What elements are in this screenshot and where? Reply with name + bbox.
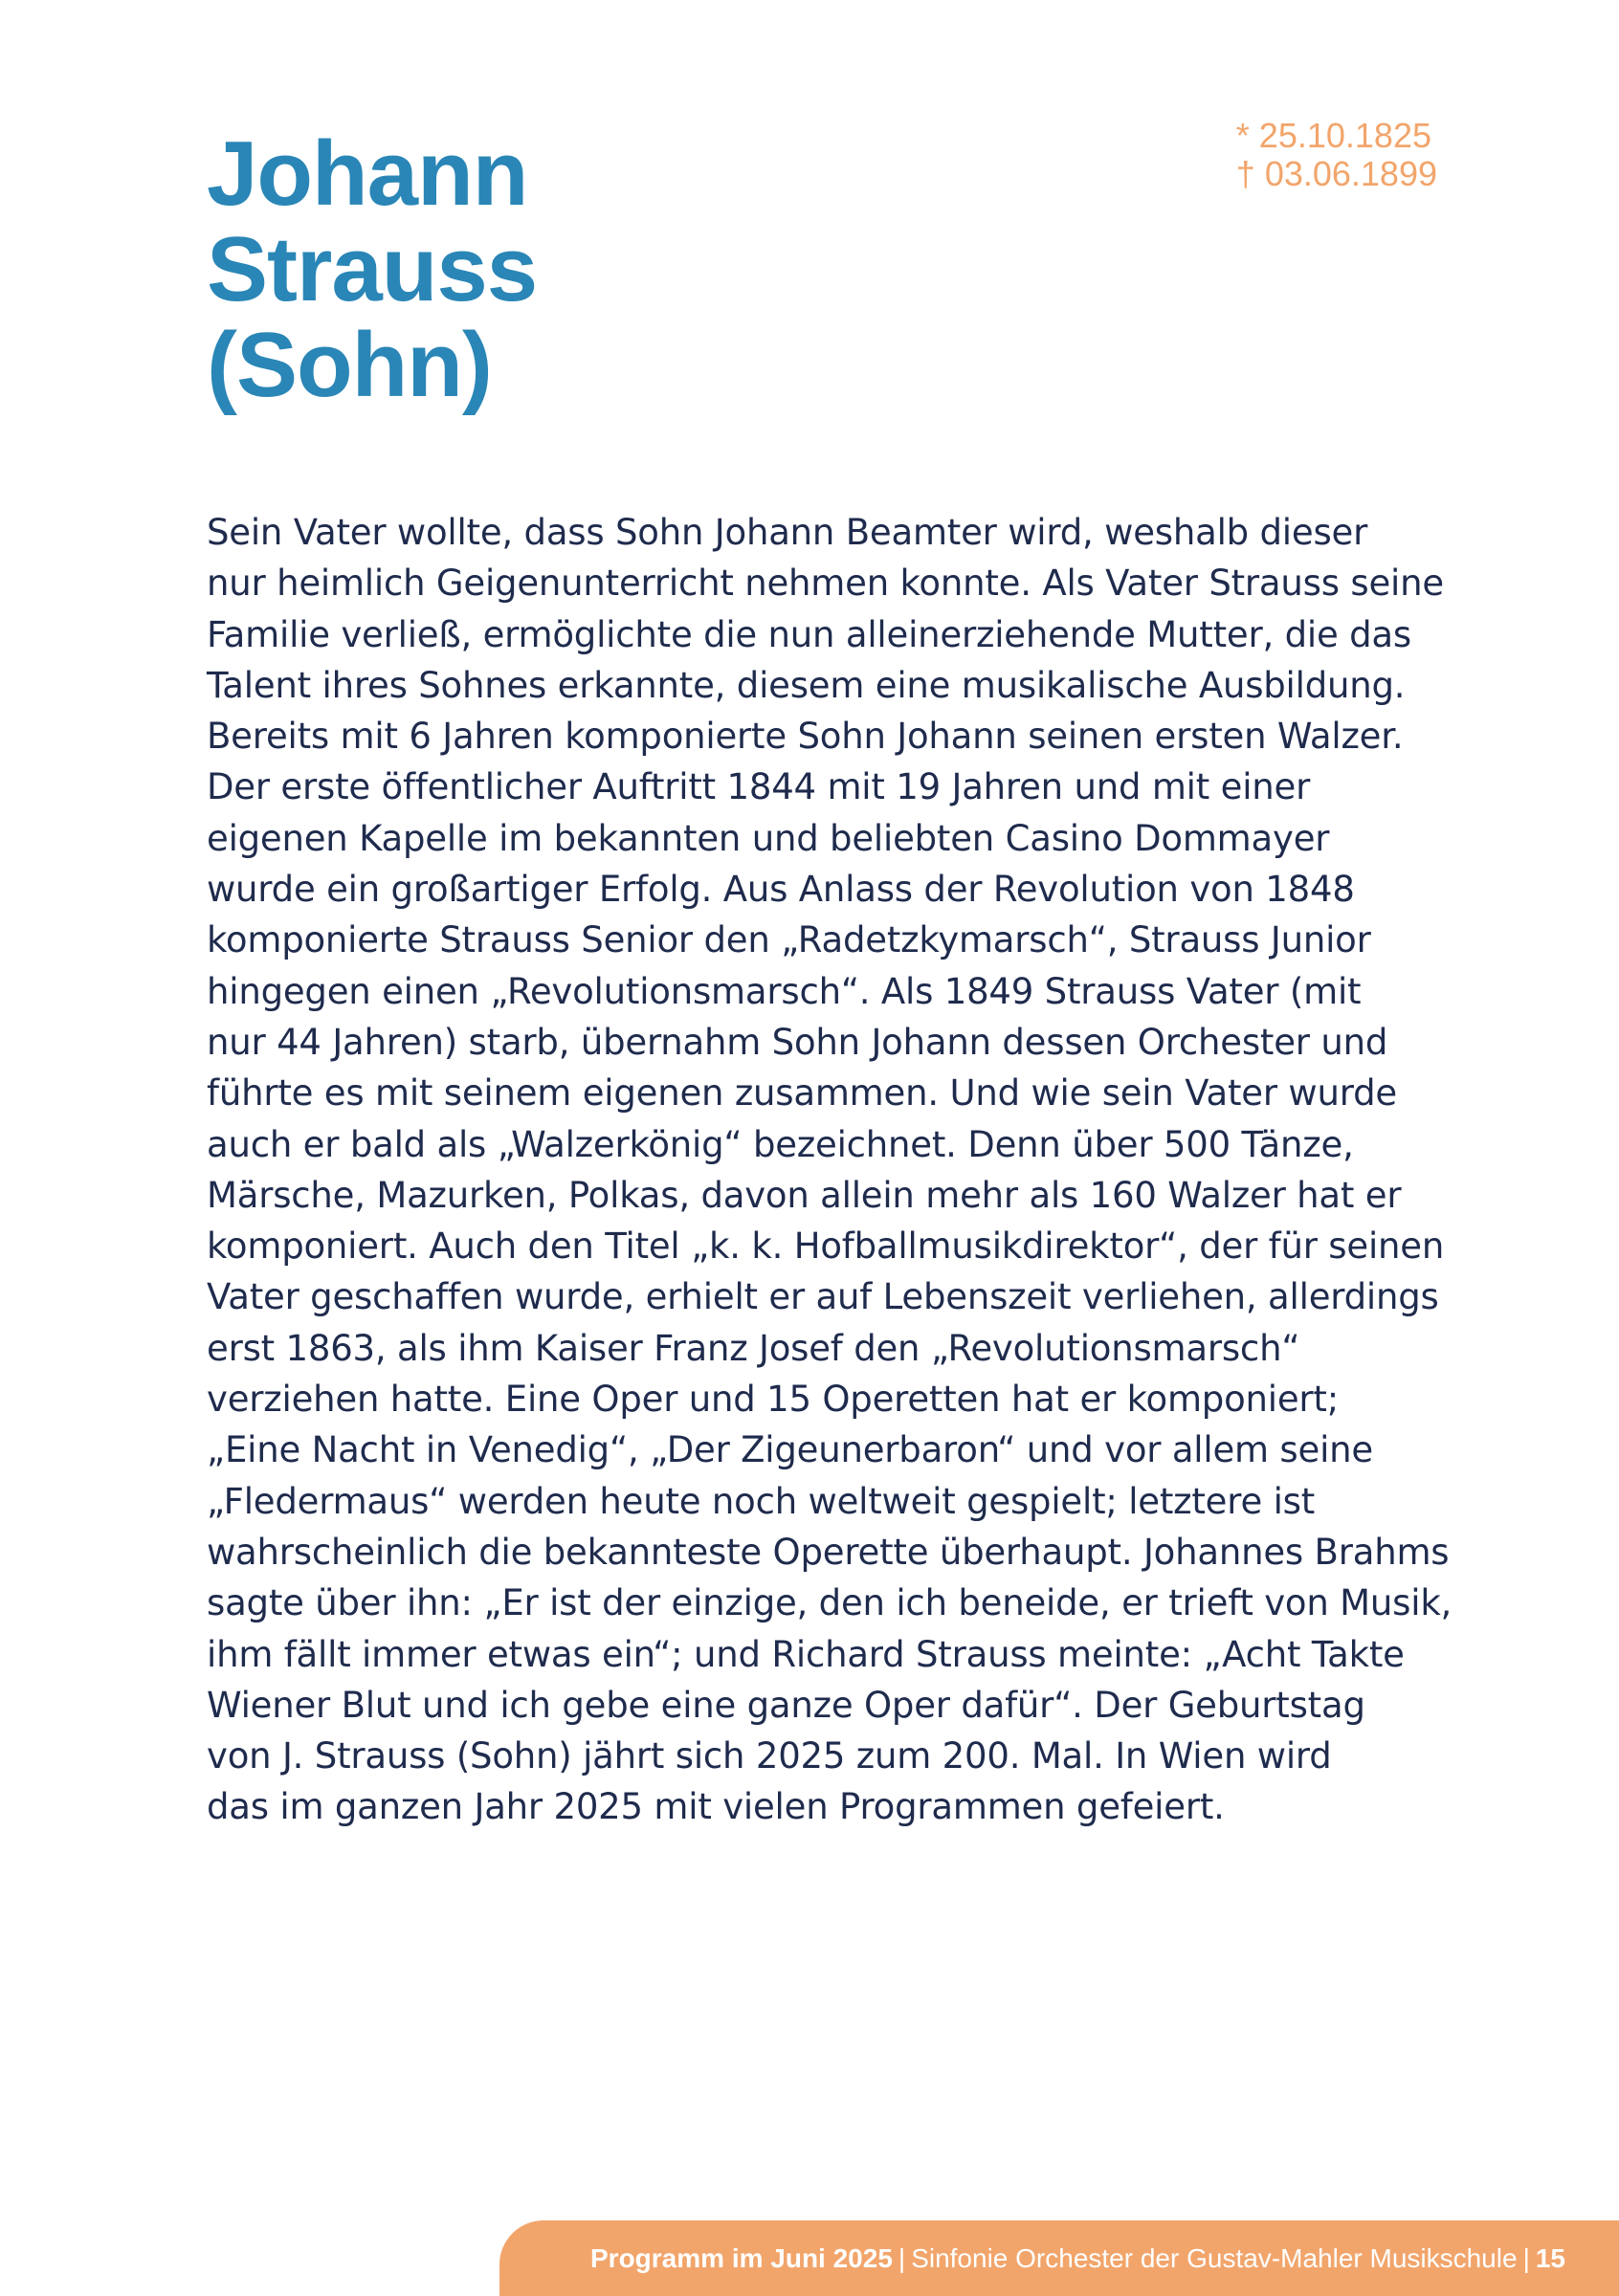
title-line-1: Johann — [207, 122, 528, 225]
text-line: „Fledermaus“ werden heute noch weltweit gespielt; letztere ist — [207, 1480, 1316, 1522]
text-line: hingegen einen „Revolutionsmarsch“. Als 1849 Strauss Vater (mit — [207, 970, 1362, 1012]
footer-separator: | — [898, 2243, 906, 2273]
title-line-2: Strauss — [207, 218, 538, 320]
text-line: Wiener Blut und ich gebe eine ganze Oper dafür“. Der Geburtstag — [207, 1684, 1365, 1726]
text-line: wahrscheinlich die bekannteste Operette überhaupt. Johannes Brahms — [207, 1531, 1450, 1573]
text-line: Familie verließ, ermöglichte die nun alleinerziehende Mutter, die das — [207, 613, 1411, 655]
page-title — [207, 122, 538, 416]
text-line: komponierte Strauss Senior den „Radetzkymarsch“, Strauss Junior — [207, 919, 1371, 961]
text-line: „Eine Nacht in Venedig“, „Der Zigeunerbaron“ und vor allem seine — [207, 1429, 1373, 1471]
text-line: führte es mit seinem eigenen zusammen. Und wie sein Vater wurde — [207, 1072, 1397, 1115]
page-number: 15 — [1535, 2243, 1565, 2273]
text-line: eigenen Kapelle im bekannten und beliebten Casino Dommayer — [207, 817, 1330, 859]
biography-text — [207, 507, 1451, 1833]
footer-orchestra-label: Sinfonie Orchester der Gustav-Mahler Musikschule — [911, 2243, 1518, 2273]
text-line: Sein Vater wollte, dass Sohn Johann Beamter wird, weshalb dieser — [207, 512, 1368, 553]
text-line: wurde ein großartiger Erfolg. Aus Anlass der Revolution von 1848 — [207, 869, 1355, 911]
text-line: nur heimlich Geigenunterricht nehmen konnte. Als Vater Strauss seine — [207, 563, 1444, 605]
title-line-3: (Sohn) — [207, 314, 492, 416]
text-line: sagte über ihn: „Er ist der einzige, den ich beneide, er trieft von Musik, — [207, 1582, 1453, 1624]
text-line: Vater geschaffen wurde, erhielt er auf Lebenszeit verliehen, allerdings — [207, 1276, 1439, 1318]
life-dates — [1236, 117, 1437, 193]
page-footer — [499, 2220, 1619, 2296]
text-line: erst 1863, als ihm Kaiser Franz Josef den „Revolutionsmarsch“ — [207, 1327, 1300, 1369]
death-date: † 03.06.1899 — [1235, 154, 1437, 193]
text-line: nur 44 Jahren) starb, übernahm Sohn Johann dessen Orchester und — [207, 1021, 1388, 1063]
text-line: Talent ihres Sohnes erkannte, diesem eine musikalische Ausbildung. — [207, 664, 1406, 706]
text-line: Märsche, Mazurken, Polkas, davon allein mehr als 160 Walzer hat er — [207, 1174, 1402, 1216]
footer-separator: | — [1522, 2243, 1530, 2273]
footer-program-label: Programm im Juni 2025 — [590, 2243, 893, 2273]
text-line: verziehen hatte. Eine Oper und 15 Operetten hat er komponiert; — [207, 1379, 1340, 1421]
text-line: auch er bald als „Walzerkönig“ bezeichnet. Denn über 500 Tänze, — [207, 1123, 1354, 1165]
text-line: von J. Strauss (Sohn) jährt sich 2025 zum 200. Mal. In Wien wird — [207, 1735, 1332, 1777]
text-line: Bereits mit 6 Jahren komponierte Sohn Johann seinen ersten Walzer. — [207, 716, 1404, 758]
birth-date: * 25.10.1825 — [1235, 116, 1431, 155]
text-line: Der erste öffentlicher Auftritt 1844 mit 19 Jahren und mit einer — [207, 766, 1311, 808]
text-line: komponiert. Auch den Titel „k. k. Hofballmusikdirektor“, der für seinen — [207, 1225, 1445, 1268]
text-line: ihm fällt immer etwas ein“; und Richard Strauss meinte: „Acht Takte — [207, 1633, 1405, 1675]
text-line: das im ganzen Jahr 2025 mit vielen Programmen gefeiert. — [207, 1786, 1225, 1828]
